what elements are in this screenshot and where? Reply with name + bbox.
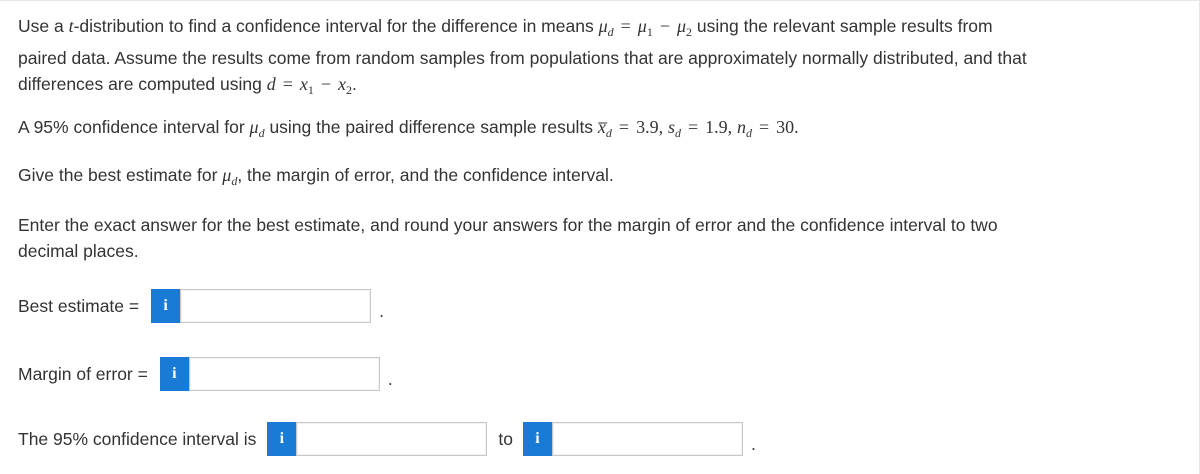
margin-of-error-input[interactable] <box>189 357 380 391</box>
info-icon[interactable]: i <box>523 422 552 456</box>
mu-1-expr: $\mu_1$ <box>637 16 653 39</box>
best-estimate-input[interactable] <box>180 289 371 323</box>
xbar-d-expr: $x̅_d$ <box>597 117 612 140</box>
minus-sign: − <box>659 16 670 36</box>
info-icon[interactable]: i <box>267 422 296 456</box>
x1-expr: $x_1$ <box>299 74 314 97</box>
equals-sign: = <box>620 16 631 36</box>
confidence-interval-row: The 95% confidence interval is i to i . <box>18 422 756 456</box>
confidence-interval-label: The 95% confidence interval is <box>18 428 257 449</box>
best-estimate-label: Best estimate = <box>18 295 140 316</box>
intro-text-3: using the relevant sample results from <box>692 16 993 36</box>
instruction-give: Give the best estimate for $\mu_d$, the margin of error, and the confidence interval. <box>18 165 614 188</box>
margin-of-error-label: Margin of error = <box>18 363 148 384</box>
mu-d-expr-3: $\mu_d$ <box>222 165 238 188</box>
t-symbol: t <box>68 16 74 36</box>
s-value: 1.9, <box>705 117 733 137</box>
question-intro: Use a t-distribution to find a confidence interval for the difference in means $\mu_d = \mu_1 - \mu_2$ using the relevant sample results from paired data. Assume the results come from random samples from populations that are approximately normally distributed, and that differences are computed using $d = x_1 - x_2$. <box>18 16 1027 97</box>
instruction-enter: Enter the exact answer for the best estimate, and round your answers for the margin of error and the confidence interval to two decimal places. <box>18 215 998 261</box>
ci-statement: A 95% confidence interval for $\mu_d$ using the paired difference sample results $x̅_d = 3.9$, $s_d = 1.9$, $n_d = 30$. <box>18 117 799 140</box>
intro-line-3: differences are computed using <box>18 74 267 94</box>
to-label: to <box>498 428 513 449</box>
s-d-expr: $s_d$ <box>667 117 681 140</box>
mu-d-expr-2: $\mu_d$ <box>249 117 265 140</box>
d-symbol: d <box>266 74 276 94</box>
intro-text: Use a <box>18 16 69 36</box>
x2-expr: $x_2$ <box>338 74 353 97</box>
intro-text-2: -distribution to find a confidence interval for the difference in means <box>73 16 599 36</box>
mu-d-expr: $\mu_d$ <box>598 16 614 39</box>
interval-upper-input[interactable] <box>552 422 743 456</box>
info-icon[interactable]: i <box>151 289 180 323</box>
info-icon[interactable]: i <box>160 357 189 391</box>
xbar-value: 3.9, <box>636 117 664 137</box>
best-estimate-row: Best estimate = i . <box>18 289 384 323</box>
margin-of-error-row: Margin of error = i . <box>18 357 393 391</box>
mu-2-expr: $\mu_2$ <box>676 16 693 39</box>
intro-line-2: paired data. Assume the results come from random samples from populations that are approximately normally distributed, and that <box>18 48 1027 68</box>
interval-lower-input[interactable] <box>296 422 487 456</box>
n-d-expr: $n_d$ <box>737 117 752 140</box>
n-value: 30. <box>776 117 799 137</box>
